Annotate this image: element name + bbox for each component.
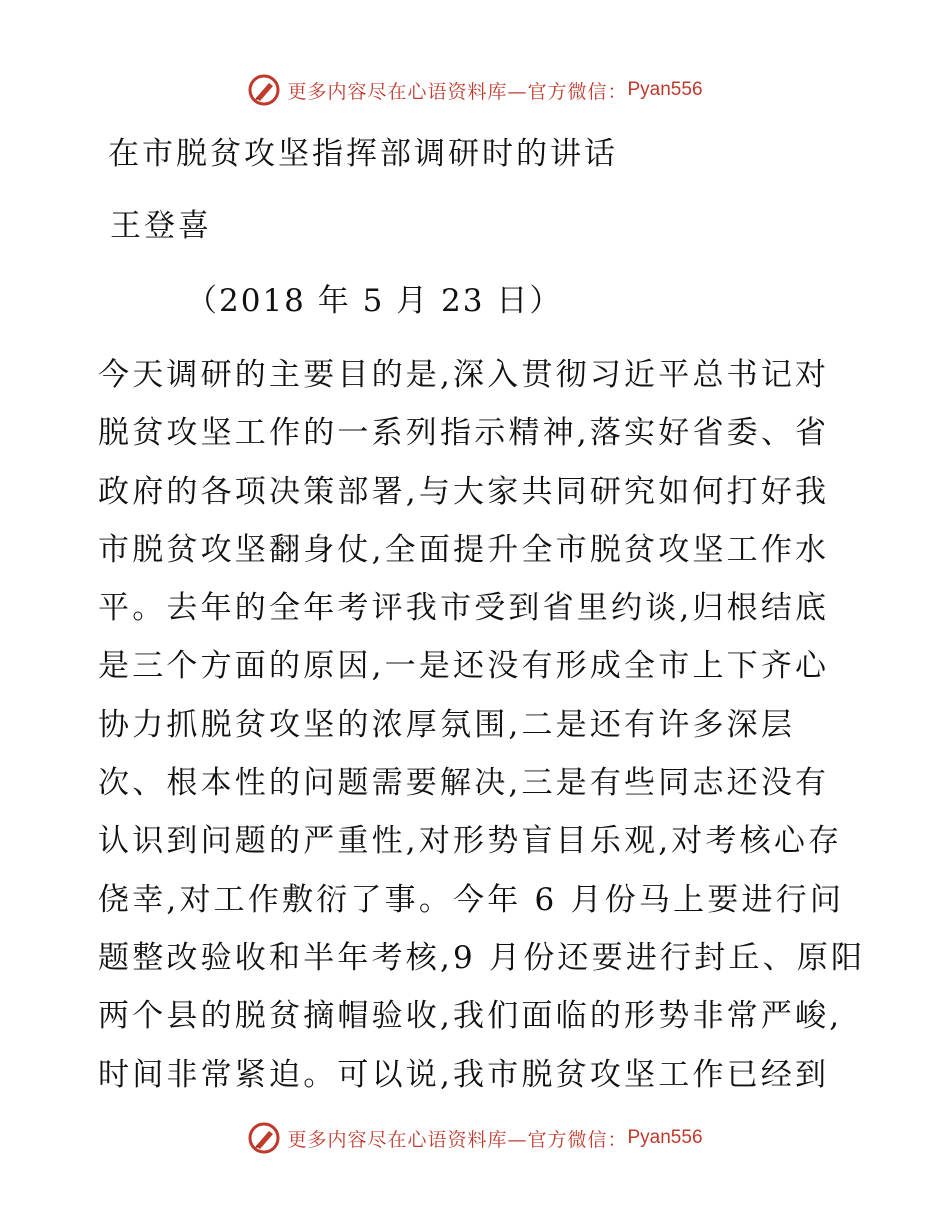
- document-title: 在市脱贫攻坚指挥部调研时的讲话: [108, 136, 618, 172]
- body-line: 两个县的脱贫摘帽验收,我们面临的形势非常严峻,: [98, 998, 843, 1035]
- document-body: [98, 346, 898, 1104]
- body-line: 是三个方面的原因,一是还没有形成全市上下齐心: [98, 648, 830, 685]
- watermark-contact: Pyan556: [627, 79, 703, 100]
- logo-icon: [247, 73, 281, 107]
- watermark-label: 更多内容尽在心语资料库—官方微信：: [287, 80, 628, 103]
- body-line: 侥幸,对工作敷衍了事。今年 6 月份马上要进行问: [98, 881, 845, 918]
- body-line: 平。去年的全年考评我市受到省里约谈,归根结底: [98, 590, 830, 627]
- body-line: 政府的各项决策部署,与大家共同研究如何打好我: [98, 473, 830, 510]
- watermark-contact: Pyan556: [627, 1127, 703, 1148]
- body-line: 脱贫攻坚工作的一系列指示精神,落实好省委、省: [98, 415, 830, 452]
- body-line: 题整改验收和半年考核,9 月份还要进行封丘、原阳: [98, 939, 866, 976]
- body-line: 认识到问题的严重性,对形势盲目乐观,对考核心存: [98, 823, 843, 860]
- document-author: 王登喜: [110, 208, 212, 244]
- body-line: 时间非常紧迫。可以说,我市脱贫攻坚工作已经到: [98, 1056, 830, 1093]
- body-line: 次、根本性的问题需要解决,三是有些同志还没有: [98, 765, 830, 802]
- logo-icon: [247, 1121, 281, 1155]
- watermark-label: 更多内容尽在心语资料库—官方微信：: [287, 1128, 628, 1151]
- body-line: 协力抓脱贫攻坚的浓厚氛围,二是还有许多深层: [98, 706, 796, 743]
- body-line: 市脱贫攻坚翻身仗,全面提升全市脱贫攻坚工作水: [98, 531, 830, 568]
- body-line: 今天调研的主要目的是,深入贯彻习近平总书记对: [98, 357, 830, 393]
- watermark-banner-top: [0, 70, 950, 110]
- watermark-banner-bottom: [0, 1118, 950, 1158]
- document-date: （2018 年 5 月 23 日）: [186, 283, 563, 319]
